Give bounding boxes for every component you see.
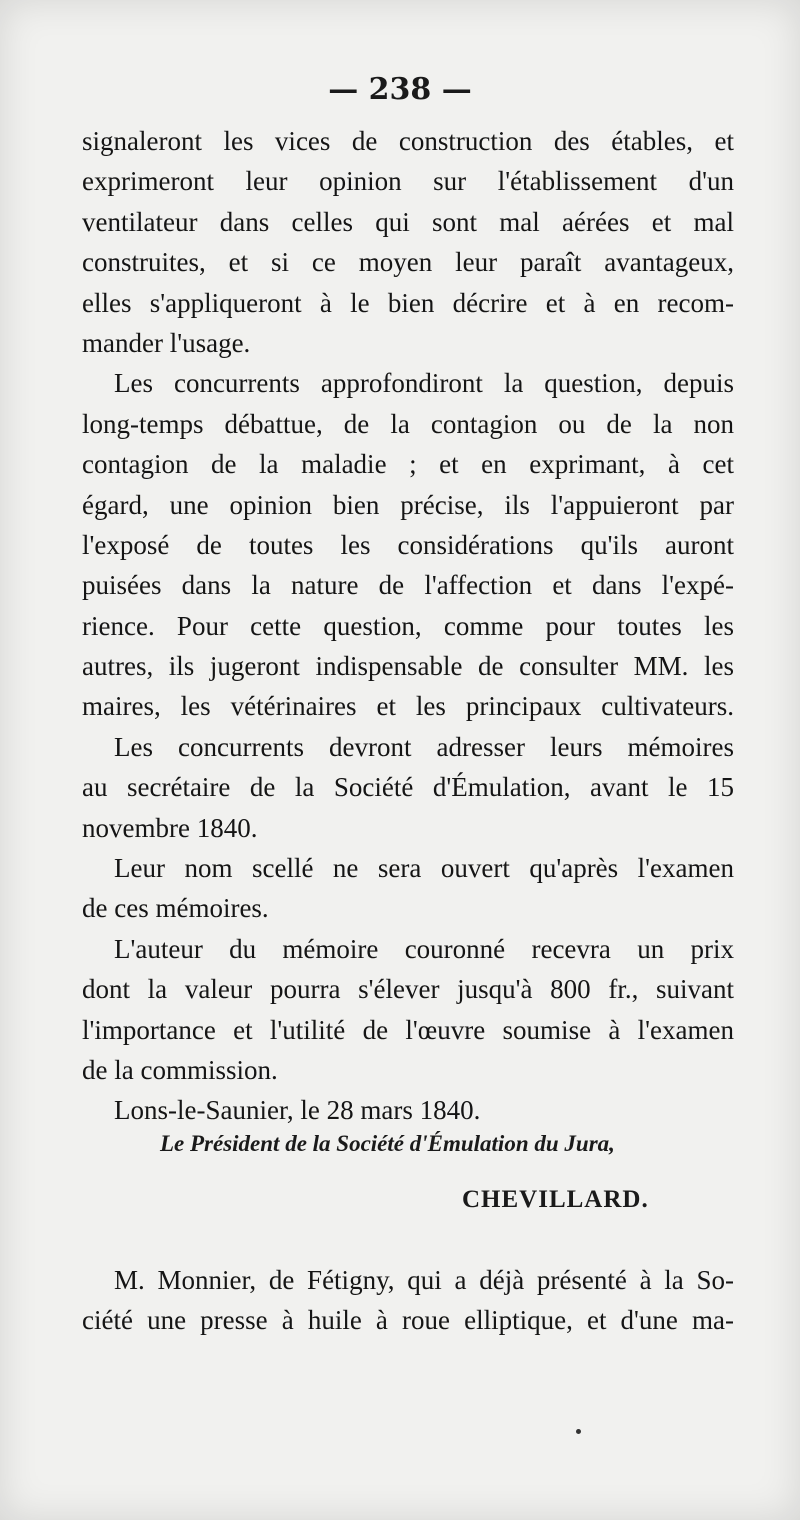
text-line: l'exposé de toutes les considérations qu'ils auront (82, 529, 734, 560)
text-line: dont la valeur pourra s'élever jusqu'à 800 fr., suivant (82, 974, 734, 1005)
text-line: exprimeront leur opinion sur l'établissement d'un (82, 166, 734, 197)
text-line: Les concurrents devront adresser leurs mémoires (114, 731, 734, 762)
text-line: contagion de la maladie ; et en exprimant, à cet (82, 449, 734, 480)
signature-title: Le Président de la Société d'Émulation du Jura, (160, 1131, 615, 1156)
text-line: novembre 1840. (82, 812, 258, 843)
text-line: Leur nom scellé ne sera ouvert qu'après l'examen (114, 853, 734, 884)
text-line: puisées dans la nature de l'affection et dans l'expé- (82, 570, 734, 601)
text-line: signaleront les vices de construction des étables, et (82, 126, 734, 156)
text-line: l'importance et l'utilité de l'œuvre soumise à l'examen (82, 1014, 734, 1045)
text-line: elles s'appliqueront à le bien décrire et à en recom- (82, 287, 734, 318)
text-line: Les concurrents approfondiront la question, depuis (114, 368, 734, 399)
text-line: long-temps débattue, de la contagion ou de la non (82, 408, 734, 439)
text-line: M. Monnier, de Fétigny, qui a déjà présenté à la So- (114, 1265, 734, 1295)
main-text (82, 121, 734, 1131)
text-line: construites, et si ce moyen leur paraît avantageux, (82, 247, 734, 278)
text-line: L'auteur du mémoire couronné recevra un prix (114, 933, 734, 964)
text-line: ciété une presse à huile à roue elliptique, et d'une ma- (82, 1305, 734, 1336)
text-line: maires, les vétérinaires et les principaux cultivateurs. (82, 691, 734, 722)
text-line: ventilateur dans celles qui sont mal aérées et mal (82, 206, 734, 237)
ink-speck (576, 1429, 581, 1434)
next-section-text (82, 1261, 734, 1342)
text-line: autres, ils jugeront indispensable de consulter MM. les (82, 651, 734, 682)
text-line: égard, une opinion bien précise, ils l'appuieront par (82, 489, 734, 520)
text-line: au secrétaire de la Société d'Émulation, avant le 15 (82, 772, 734, 803)
text-line: rience. Pour cette question, comme pour toutes les (82, 610, 734, 641)
text-line: de ces mémoires. (82, 893, 269, 924)
signature-name: CHEVILLARD. (462, 1186, 649, 1213)
text-line: mander l'usage. (82, 327, 251, 358)
page-number: — 238 — (328, 72, 472, 107)
date-line: Lons-le-Saunier, le 28 mars 1840. (114, 1095, 481, 1126)
text-line: de la commission. (82, 1054, 278, 1085)
